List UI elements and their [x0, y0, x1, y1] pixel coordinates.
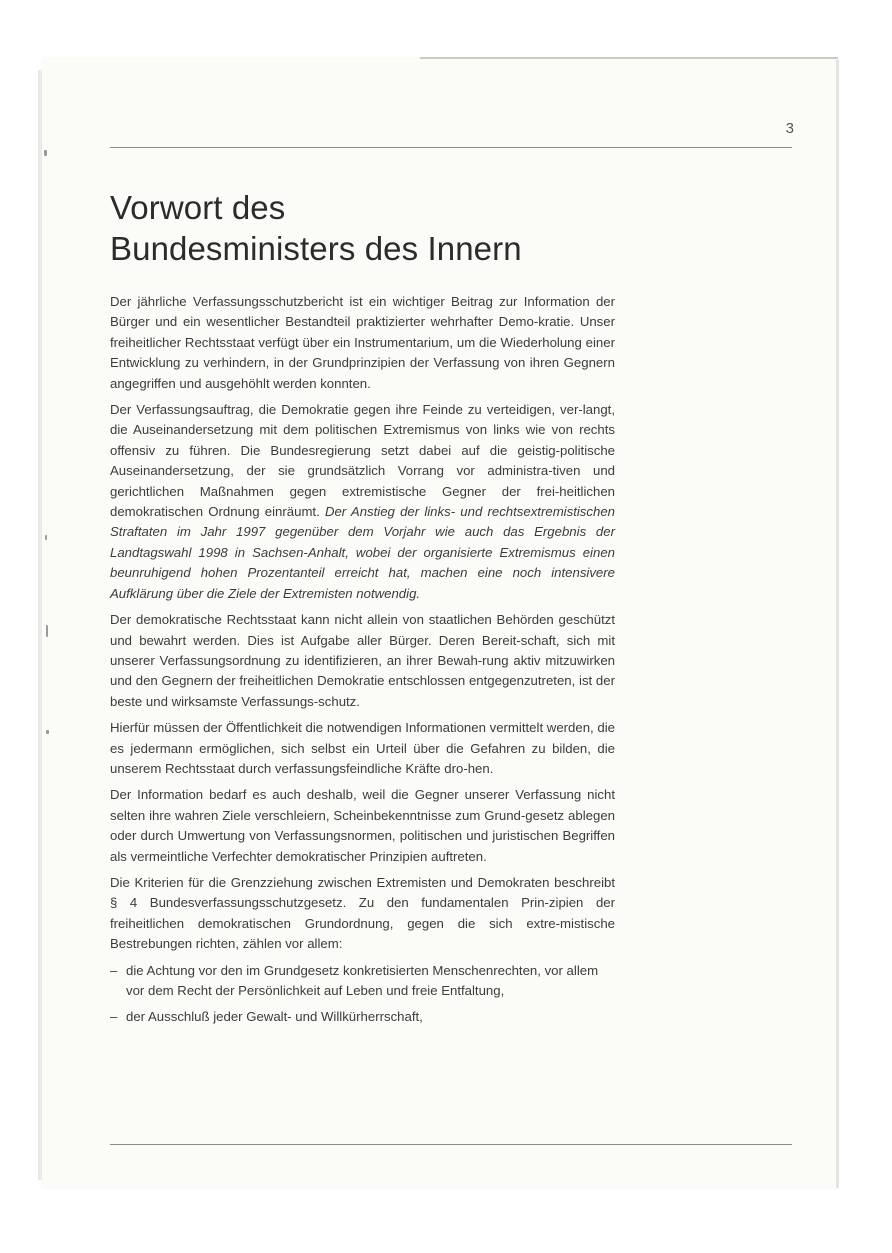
paragraph-italic-text: Der Anstieg der links- und rechtsextremistischen Straftaten im Jahr 1997 gegenüber dem Vorjahr wie auch das Ergebnis der Landtagswahl 1998 in Sachsen-Anhalt, wobei der organisierte Extremismus einen beunruhigend hohen Prozentanteil erreicht hat, machen eine noch intensivere Aufklärung über die Ziele der Extremisten notwendig. [110, 504, 615, 601]
scan-speck [46, 730, 49, 734]
scan-speck [44, 150, 47, 156]
paragraph-text: Hierfür müssen der Öffentlichkeit die notwendigen Informationen vermittelt werden, die es jedermann ermöglichen, sich selbst ein Urteil über die Gefahren zu bilden, die unserem Rechtsstaat durch verfassungsfeindliche Kräfte dro-hen. [110, 720, 615, 776]
list-item [110, 1007, 615, 1027]
paragraph-text: Die Kriterien für die Grenzziehung zwischen Extremisten und Demokraten beschreibt § 4 Bundesverfassungsschutzgesetz. Zu den fundamentalen Prin-zipien der freiheitlichen demokratischen Grundordnung, gegen die sich extre-mistische Bestrebungen richten, zählen vor allem: [110, 874, 615, 952]
paragraph [110, 718, 615, 779]
principles-list [110, 961, 615, 1028]
list-dash: – [110, 1009, 118, 1025]
scan-speck [45, 535, 47, 540]
paper-top-edge [420, 57, 838, 59]
paragraph-text: Der Verfassungsauftrag, die Demokratie gegen ihre Feinde zu verteidigen, ver-langt, die Auseinandersetzung mit dem politischen Extremismus von links wie von rechts offensiv zu führen. Die Bundesregierung setzt dabei auf die geistig-politische Auseinandersetzung, der sie grundsätzlich Vorrang vor administra-tiven und gerichtlichen Maßnahmen gegen extremistische Gegner der frei-heitlichen demokratischen Ordnung einräumt. [110, 402, 615, 520]
paragraph-text: Der demokratische Rechtsstaat kann nicht allein von staatlichen Behörden geschützt und bewahrt werden. Dies ist Aufgabe aller Bürger. Deren Bereit-schaft, sich mit unserer Verfassungsordnung zu identifizieren, an ihrer Bewah-rung aktiv mitzuwirken und den Gegnern der freiheitlichen Demokratie entschlossen entgegenzutreten, ist der beste und wirksamste Verfassungs-schutz. [110, 612, 615, 709]
page-number: 3 [785, 120, 794, 137]
paragraph [110, 610, 615, 712]
paragraph [110, 873, 615, 955]
paragraph-text: Der jährliche Verfassungsschutzbericht ist ein wichtiger Beitrag zur Information der Bürger und ein wesentlicher Bestandteil praktizierter wehrhafter Demo-kratie. Unser freiheitlicher Rechtsstaat verfügt über ein Instrumentarium, um die Wiederholung einer Entwicklung zu verhindern, in der Grundprinzipien der Verfassung von ihren Gegnern angegriffen und ausgehöhlt werden konnten. [110, 294, 615, 391]
scan-speck [46, 625, 48, 637]
paragraph [110, 292, 615, 394]
list-item [110, 961, 615, 1002]
paragraph [110, 785, 615, 867]
header-rule [110, 147, 792, 148]
paper-right-edge [836, 60, 839, 1188]
paragraph [110, 400, 615, 604]
list-dash: – [110, 962, 118, 978]
footer-rule [110, 1144, 792, 1145]
page-title-line-2: Bundesministers des Innern [110, 230, 522, 267]
page-title [110, 187, 750, 269]
paragraph-text: Der Information bedarf es auch deshalb, weil die Gegner unserer Verfassung nicht selten ihre wahren Ziele verschleiern, Scheinbekenntnisse zum Grund-gesetz ablegen oder durch Umwertung von Verfassungsnormen, politischen und juristischen Begriffen als vermeintliche Verfechter demokratischer Prinzipien auftreten. [110, 787, 615, 864]
page-title-line-1: Vorwort des [110, 189, 286, 226]
list-item-text: der Ausschluß jeder Gewalt- und Willkürherrschaft, [126, 1009, 423, 1025]
body-text [110, 292, 615, 1034]
list-item-text: die Achtung vor den im Grundgesetz konkretisierten Menschenrechten, vor allem vor dem Recht der Persönlichkeit auf Leben und freie Entfaltung, [126, 962, 599, 998]
